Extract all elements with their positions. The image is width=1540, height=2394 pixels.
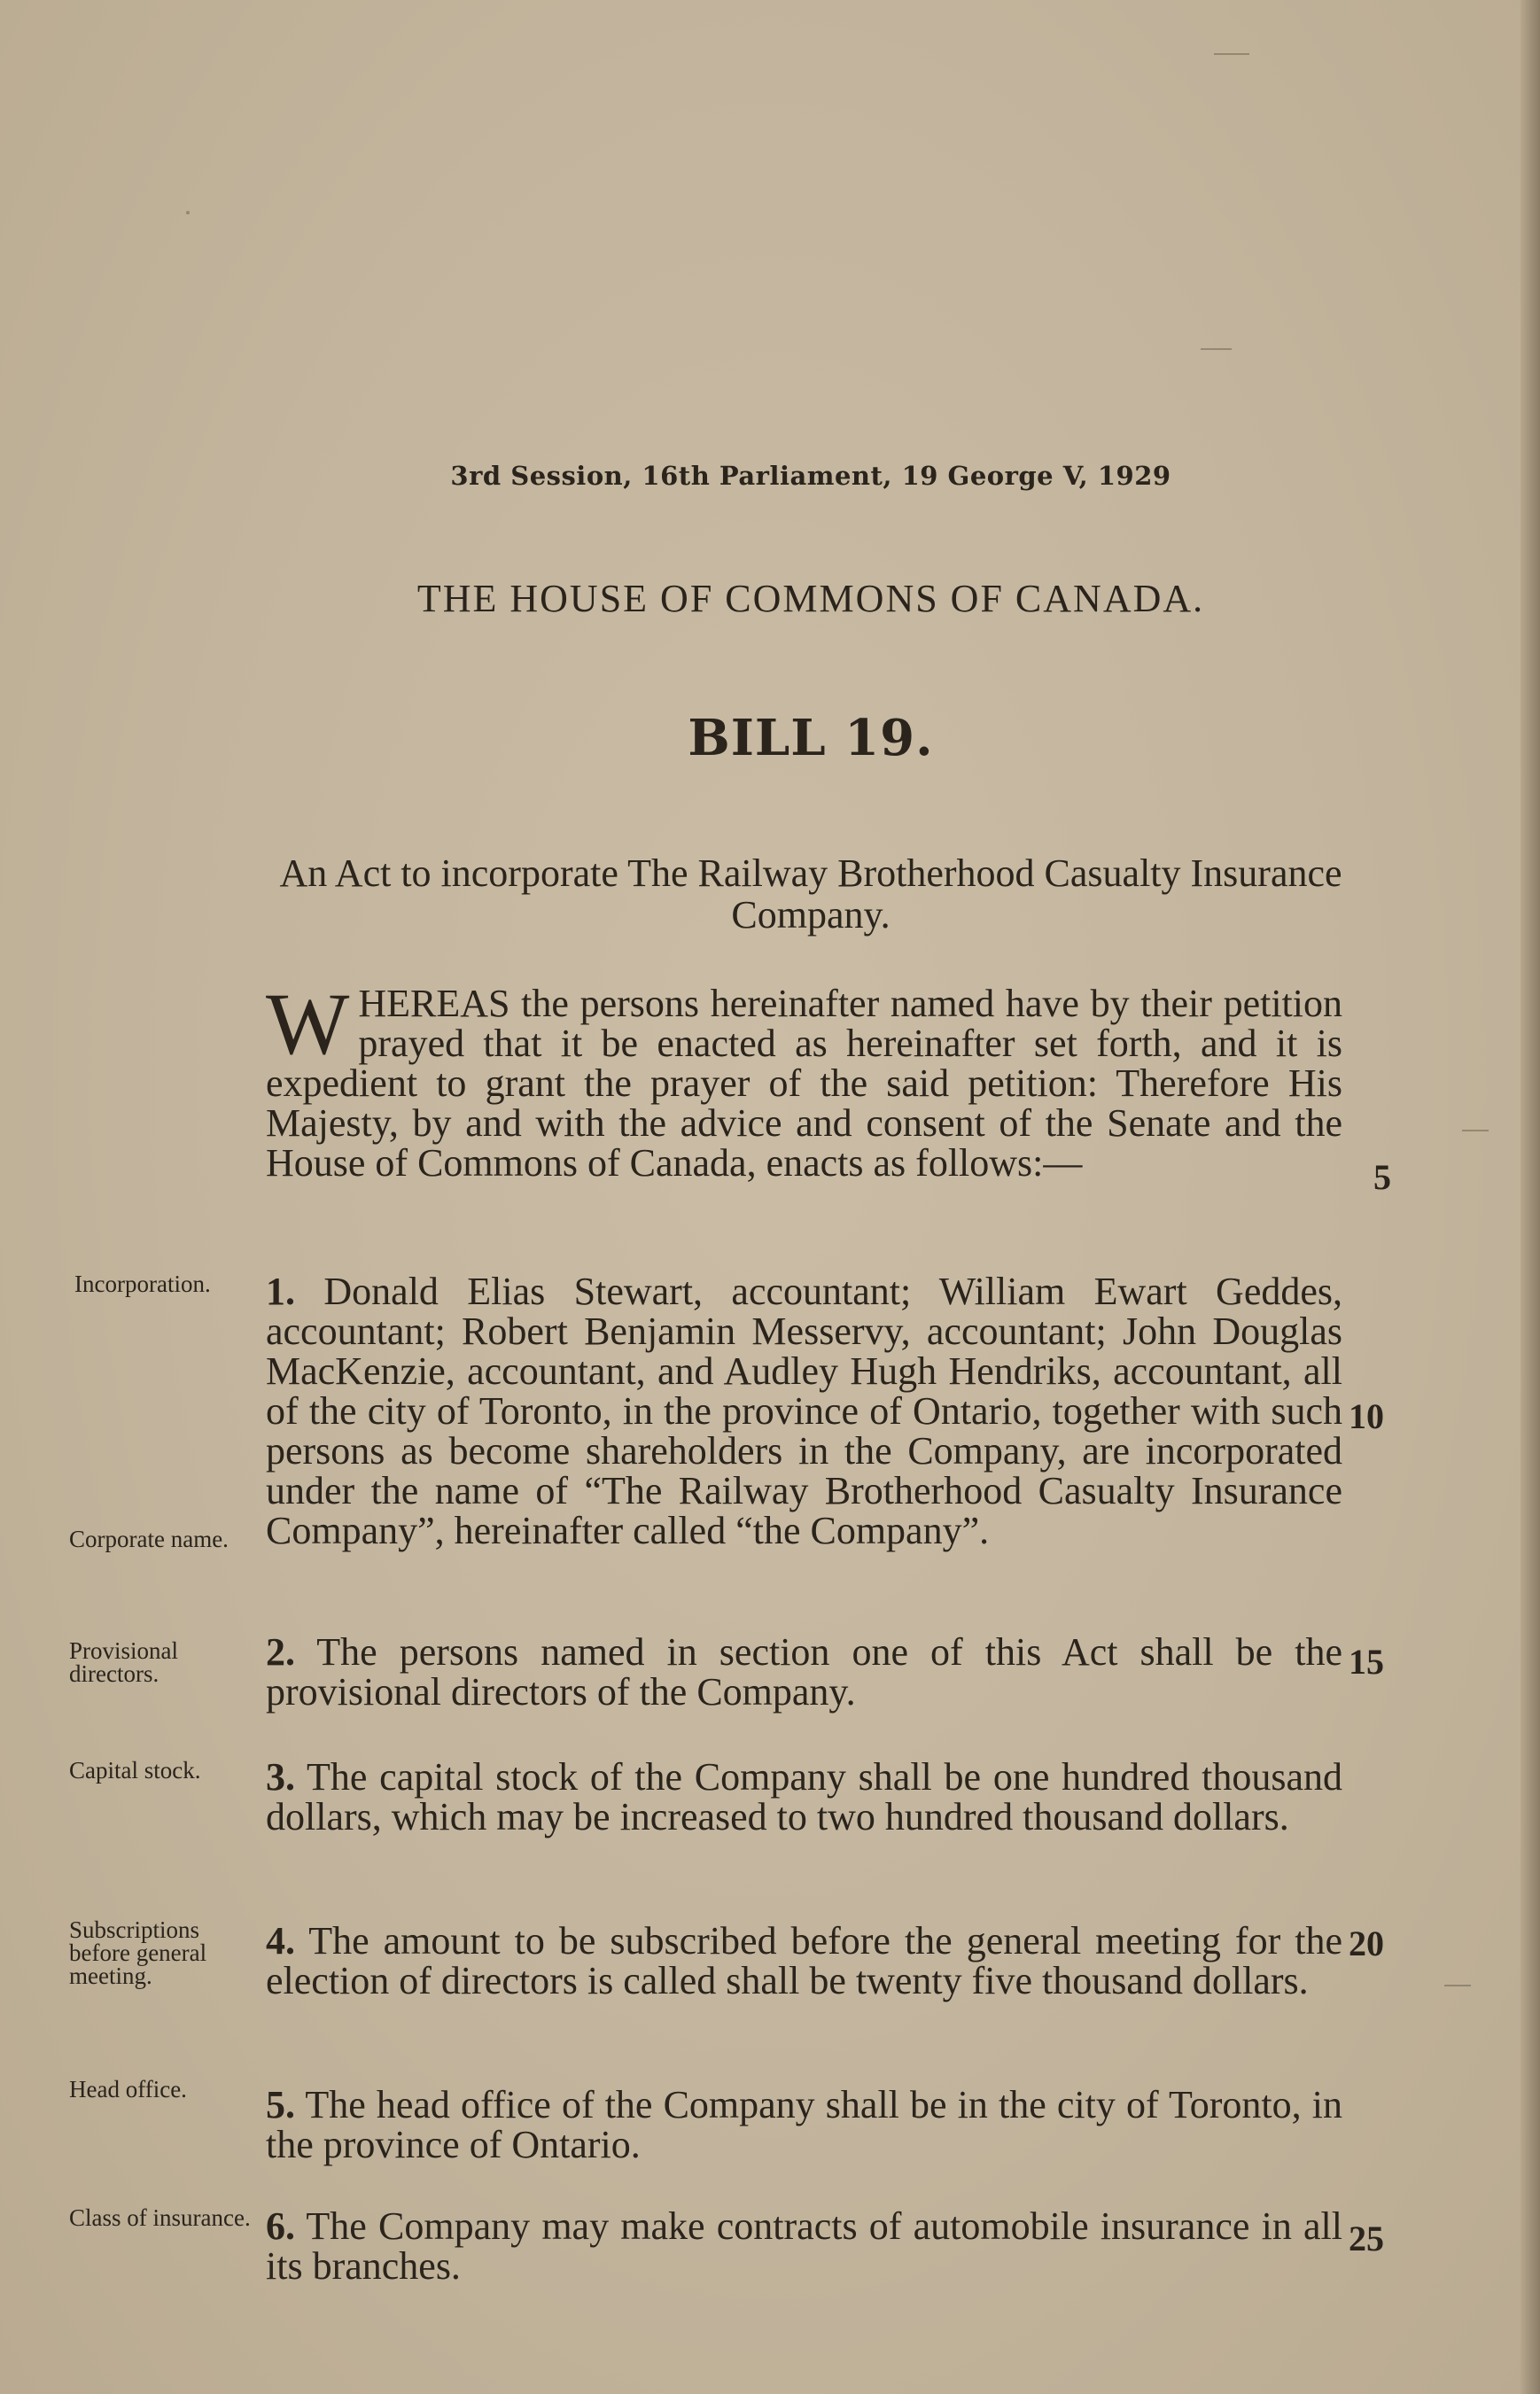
paper-speck <box>1214 53 1249 55</box>
line-number: 20 <box>1349 1924 1384 1963</box>
section-3 <box>266 1757 1342 1837</box>
margin-note-corporate-name: Corporate name. <box>69 1526 229 1552</box>
section-5 <box>266 2085 1342 2165</box>
section-number: 4. <box>266 1919 295 1963</box>
section-number: 5. <box>266 2083 295 2126</box>
line-number: 5 <box>1373 1157 1391 1197</box>
paper-speck <box>1462 1130 1489 1131</box>
margin-note-capital-stock: Capital stock. <box>69 1757 201 1784</box>
session-line: 3rd Session, 16th Parliament, 19 George V, 1929 <box>450 461 1171 491</box>
margin-note-class-of-insurance: Class of insurance. <box>69 2204 251 2231</box>
section-text: The persons named in section one of this Act shall be the provisional directors of the Company. <box>266 1630 1342 1714</box>
margin-note-incorporation: Incorporation. <box>74 1271 211 1297</box>
line-number: 10 <box>1349 1396 1384 1436</box>
section-1 <box>266 1271 1342 1551</box>
preamble-text: HEREAS the persons hereinafter named have by their petition prayed that it be enacted as hereinafter set forth, and it is expedient to grant the prayer of the said petition: Therefore His Majesty, by and with the advice and consent of the Senate and the House of Commons of Canada, enacts as follows:— <box>266 982 1342 1185</box>
margin-note-head-office: Head office. <box>69 2076 187 2103</box>
section-number: 1. <box>266 1270 295 1313</box>
house-heading: THE HOUSE OF COMMONS OF CANADA. <box>416 577 1205 620</box>
paper-speck <box>1444 1985 1471 1986</box>
section-4 <box>266 1921 1342 2001</box>
paper-speck <box>1201 348 1232 350</box>
margin-note-subscriptions: Subscriptions before general meeting. <box>69 1916 207 1989</box>
preamble-dropcap: W <box>266 975 350 1073</box>
section-number: 6. <box>266 2204 295 2248</box>
section-text: The Company may make contracts of automobile insurance in all its branches. <box>266 2204 1342 2288</box>
section-number: 3. <box>266 1755 295 1799</box>
page-edge <box>1521 0 1540 2394</box>
section-text: The head office of the Company shall be in the city of Toronto, in the province of Ontario. <box>266 2083 1342 2166</box>
margin-note-provisional-directors: Provisional directors. <box>69 1637 179 1687</box>
section-text: The capital stock of the Company shall be one hundred thousand dollars, which may be increased to two hundred thousand dollars. <box>266 1755 1342 1838</box>
section-6 <box>266 2206 1342 2286</box>
preamble <box>266 975 1342 1185</box>
act-title: An Act to incorporate The Railway Brotherhood Casualty Insurance Company. <box>279 851 1342 937</box>
section-text: Donald Elias Stewart, accountant; William Ewart Geddes, accountant; Robert Benjamin Messervy, accountant; John Douglas MacKenzie, accountant, and Audley Hugh Hendriks, accountant, all of the city of Toronto, in the province of Ontario, together with such persons as become shareholders in the Company, are incorporated under the name of “The Railway Brotherhood Casualty Insurance Company”, hereinafter called “the Company”. <box>266 1270 1342 1552</box>
section-2 <box>266 1632 1342 1712</box>
bill-number: BILL 19. <box>688 709 934 767</box>
section-text: The amount to be subscribed before the general meeting for the election of directors is called shall be twenty five thousand dollars. <box>266 1919 1342 2002</box>
line-number: 15 <box>1349 1642 1384 1682</box>
paper-speck <box>186 211 190 214</box>
line-number: 25 <box>1349 2219 1384 2258</box>
section-number: 2. <box>266 1630 295 1674</box>
